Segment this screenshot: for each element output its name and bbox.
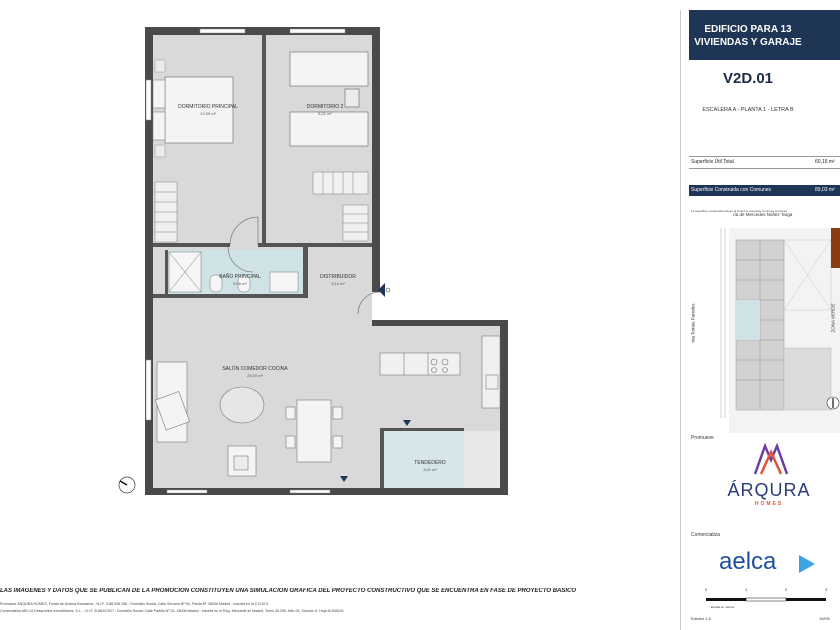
street-left-label: rúa Tomás Paredes bbox=[690, 303, 696, 343]
util-surface-label: Superficie Útil Total bbox=[691, 159, 734, 165]
laundry-side bbox=[464, 431, 500, 488]
room-label: SALÓN COMEDOR COCINA bbox=[222, 366, 288, 372]
room-area: 12,99 m² bbox=[200, 111, 216, 116]
room-area: 5,06 m² bbox=[233, 281, 247, 286]
promoter-label: Promueve bbox=[691, 435, 714, 441]
constructed-surface-value: 89,03 m² bbox=[815, 187, 835, 193]
room-area: 3,01 m² bbox=[423, 467, 437, 472]
green-zone-label: ZONA VERDE bbox=[830, 303, 836, 333]
arqura-logo-icon bbox=[751, 442, 791, 476]
room-label: TENDEDERO bbox=[414, 460, 446, 466]
marketer-label: Comercializa bbox=[691, 532, 720, 538]
room-area: 3,14 m² bbox=[331, 281, 345, 286]
scale-tick: 1 bbox=[745, 587, 748, 592]
disclaimer-text: LAS IMÁGENES Y DATOS QUE SE PUBLICAN DE LA PROMOCIÓN CONSTITUYEN UNA SIMULACIÓN GRÁFICA DEL PROYECTO CONSTRUCTIVO QUE SE ENCUENTRA EN FASE DE PROYECTO BÁSICO bbox=[0, 588, 577, 594]
legal-line-2: Comercializa AELCA Desarrollos Inmobiliarios, S.L. - N.I.F. B-86347527 - Domicilio Social: Calle Padilla Nº 32, 28006 Madrid - Inscrita en el Reg. Mercantil de Madrid, Tomo 35.296, folio 24, Sección 8, Hoja M-545101 bbox=[0, 609, 344, 613]
surface-note: La superficie construida incluye el % de los espacios comunes comunes bbox=[691, 209, 788, 213]
util-surface-value: 60,16 m² bbox=[815, 159, 835, 165]
util-surface-row bbox=[689, 156, 840, 169]
scale-caption: Escala en metros bbox=[711, 605, 735, 609]
info-panel bbox=[680, 10, 840, 630]
unit-location: ESCALERA A - PLANTA 1 - LETRA B bbox=[702, 107, 794, 113]
constructed-surface-row bbox=[689, 185, 840, 196]
unit-code: V2D.01 bbox=[722, 70, 774, 87]
edition-label: Edición 1.6 bbox=[691, 616, 711, 621]
room-label: DORMITORIO 2 bbox=[306, 104, 344, 110]
street-top-label: ría de Mercedes Núñez Targa bbox=[733, 212, 793, 217]
entrance-opening bbox=[372, 292, 380, 320]
building-title-box bbox=[689, 10, 840, 60]
room-label: DISTRIBUIDOR bbox=[320, 274, 356, 280]
promoter-brand-sub: HOMES bbox=[754, 501, 784, 507]
scale-tick: 3 bbox=[825, 587, 828, 592]
north-arrow-icon bbox=[119, 477, 135, 493]
room-area: 8,21 m² bbox=[318, 111, 332, 116]
edition-date: 19/09/ bbox=[819, 616, 831, 621]
scale-tick: 0 bbox=[705, 587, 708, 592]
legal-line-1: Promueve ÁRQURA HOMES, Fondo de Activos Bancarios - N.I.F. V-86.936.256 - Domicilio Social: Calle Serrano Nº 90, Planta 6ª, 28006 Madrid - Inscrita en la C.N.M.V. bbox=[0, 602, 269, 606]
constructed-surface-label: Superficie Construida con Comunes bbox=[691, 187, 772, 193]
room-label: BAÑO PRINCIPAL bbox=[219, 274, 261, 280]
room-label: DORMITORIO PRINCIPAL bbox=[178, 104, 238, 110]
site-plan bbox=[691, 218, 840, 433]
promoter-brand: ÁRQURA bbox=[727, 480, 811, 500]
master-wardrobe bbox=[155, 182, 177, 242]
building-title-line1: EDIFICIO PARA 13 bbox=[704, 24, 792, 35]
play-arrow-icon bbox=[799, 555, 815, 573]
scale-tick: 2 bbox=[785, 587, 788, 592]
unit-highlight bbox=[736, 300, 760, 340]
building-title-line2: VIVIENDAS Y GARAJE bbox=[694, 37, 802, 48]
marketer-brand: aelca bbox=[719, 548, 777, 575]
room-area: 25,00 m² bbox=[247, 373, 263, 378]
entry-point bbox=[386, 288, 390, 292]
